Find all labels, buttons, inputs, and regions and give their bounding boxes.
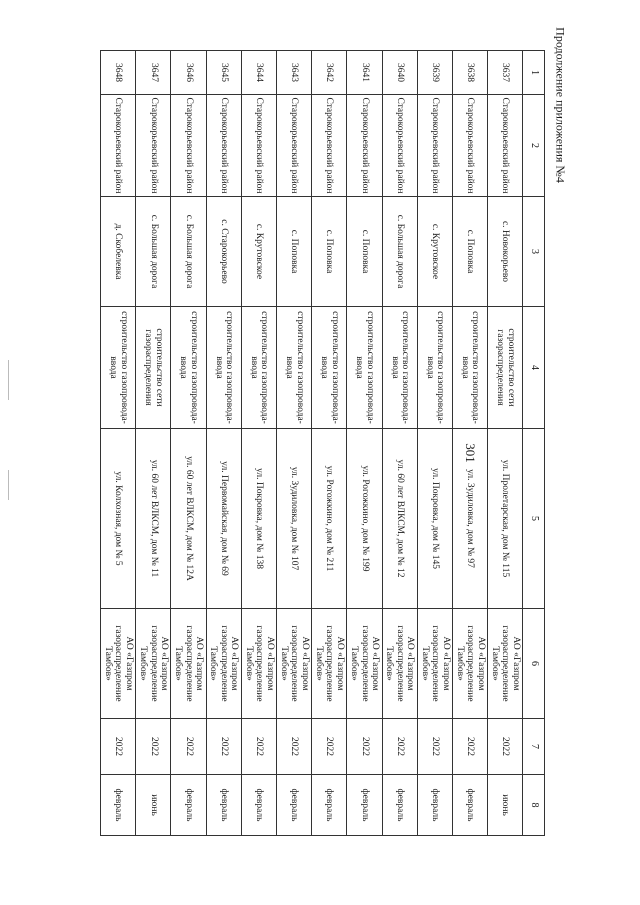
year-cell: 2022 — [488, 719, 523, 775]
header-cell: 7 — [523, 719, 545, 775]
settlement-cell: с. Большая дорога — [382, 197, 417, 307]
district-cell: Старокорьевский район — [171, 95, 206, 197]
table-subtitle: Продолжение приложения №4 — [553, 27, 568, 183]
district-cell: Старокорьевский район — [452, 95, 487, 197]
row-number-cell: 3638 — [452, 51, 487, 95]
table-row — [488, 51, 523, 836]
organization-cell: АО «Газпром газораспределение Тамбов» — [206, 609, 241, 719]
organization-cell: АО «Газпром газораспределение Тамбов» — [382, 609, 417, 719]
work-type-cell: строительство сети газораспределения — [488, 307, 523, 429]
work-type-cell: строительство газопровода-ввода — [347, 307, 382, 429]
organization-cell: АО «Газпром газораспределение Тамбов» — [488, 609, 523, 719]
month-cell: февраль — [171, 775, 206, 836]
address-cell: ул. Рогожкино, дом № 211 — [312, 429, 347, 609]
table-row — [276, 51, 311, 836]
settlement-cell: с. Старокорьево — [206, 197, 241, 307]
scan-mark — [8, 360, 9, 400]
organization-cell: АО «Газпром газораспределение Тамбов» — [312, 609, 347, 719]
district-cell: Старокорьевский район — [488, 95, 523, 197]
row-number-cell: 3645 — [206, 51, 241, 95]
district-cell: Старокорьевский район — [312, 95, 347, 197]
settlement-cell: с. Поповка — [347, 197, 382, 307]
address-cell: ул. Колхозная, дом № 5 — [101, 429, 136, 609]
district-cell: Старокорьевский район — [206, 95, 241, 197]
district-cell: Старокорьевский район — [276, 95, 311, 197]
row-number-cell: 3637 — [488, 51, 523, 95]
header-cell: 4 — [523, 307, 545, 429]
settlement-cell: с. Поповка — [276, 197, 311, 307]
month-cell: февраль — [241, 775, 276, 836]
work-type-cell: строительство газопровода-ввода — [276, 307, 311, 429]
row-number-cell: 3646 — [171, 51, 206, 95]
header-cell: 5 — [523, 429, 545, 609]
work-type-cell: строительство газопровода-ввода — [417, 307, 452, 429]
header-cell: 3 — [523, 197, 545, 307]
table-header-row — [523, 51, 545, 836]
settlement-cell: с. Большая дорога — [136, 197, 171, 307]
address-cell: ул. 60 лет ВЛКСМ, дом № 12 — [382, 429, 417, 609]
table-row — [452, 51, 487, 836]
month-cell: июнь — [136, 775, 171, 836]
row-number-cell: 3647 — [136, 51, 171, 95]
work-type-cell: строительство газопровода-ввода — [452, 307, 487, 429]
settlement-cell: с. Поповка — [452, 197, 487, 307]
district-cell: Старокорьевский район — [241, 95, 276, 197]
row-number-cell: 3643 — [276, 51, 311, 95]
year-cell: 2022 — [312, 719, 347, 775]
work-type-cell: строительство газопровода-ввода — [382, 307, 417, 429]
month-cell: февраль — [417, 775, 452, 836]
address-cell: ул. 60 лет ВЛКСМ, дом № 12А — [171, 429, 206, 609]
year-cell: 2022 — [347, 719, 382, 775]
month-cell: февраль — [276, 775, 311, 836]
scan-mark — [8, 470, 9, 500]
header-cell: 2 — [523, 95, 545, 197]
year-cell: 2022 — [136, 719, 171, 775]
row-number-cell: 3648 — [101, 51, 136, 95]
year-cell: 2022 — [206, 719, 241, 775]
year-cell: 2022 — [382, 719, 417, 775]
row-number-cell: 3644 — [241, 51, 276, 95]
address-cell: ул. Покровка, дом № 145 — [417, 429, 452, 609]
year-cell: 2022 — [452, 719, 487, 775]
month-cell: июнь — [488, 775, 523, 836]
year-cell: 2022 — [276, 719, 311, 775]
address-cell: ул. Зудиловка, дом № 107 — [276, 429, 311, 609]
page-number: 301 — [463, 443, 478, 463]
year-cell: 2022 — [417, 719, 452, 775]
table-row — [206, 51, 241, 836]
settlement-cell: с. Новокорьево — [488, 197, 523, 307]
district-cell: Старокорьевский район — [136, 95, 171, 197]
header-cell: 1 — [523, 51, 545, 95]
organization-cell: АО «Газпром газораспределение Тамбов» — [241, 609, 276, 719]
address-cell: ул. Первомайская, дом № 69 — [206, 429, 241, 609]
table-row — [312, 51, 347, 836]
year-cell: 2022 — [171, 719, 206, 775]
table-row — [241, 51, 276, 836]
address-cell: ул. Зудиловка, дом № 97 — [452, 429, 487, 609]
address-cell: ул. Покровка, дом № 138 — [241, 429, 276, 609]
district-cell: Старокорьевский район — [347, 95, 382, 197]
address-cell: ул. 60 лет ВЛКСМ, дом № 11 — [136, 429, 171, 609]
organization-cell: АО «Газпром газораспределение Тамбов» — [101, 609, 136, 719]
address-cell: ул. Рогожкино, дом № 199 — [347, 429, 382, 609]
settlement-cell: с. Поповка — [312, 197, 347, 307]
organization-cell: АО «Газпром газораспределение Тамбов» — [136, 609, 171, 719]
district-cell: Старокорьевский район — [382, 95, 417, 197]
work-type-cell: строительство газопровода-ввода — [206, 307, 241, 429]
organization-cell: АО «Газпром газораспределение Тамбов» — [276, 609, 311, 719]
table-row — [101, 51, 136, 836]
month-cell: февраль — [206, 775, 241, 836]
row-number-cell: 3641 — [347, 51, 382, 95]
table-row — [382, 51, 417, 836]
work-type-cell: строительство сети газораспределения — [136, 307, 171, 429]
settlement-cell: с. Большая дорога — [171, 197, 206, 307]
year-cell: 2022 — [101, 719, 136, 775]
address-cell: ул. Пролетарская, дом № 115 — [488, 429, 523, 609]
month-cell: февраль — [452, 775, 487, 836]
settlement-cell: с. Крутовское — [241, 197, 276, 307]
header-cell: 6 — [523, 609, 545, 719]
month-cell: февраль — [101, 775, 136, 836]
row-number-cell: 3642 — [312, 51, 347, 95]
organization-cell: АО «Газпром газораспределение Тамбов» — [452, 609, 487, 719]
work-type-cell: строительство газопровода-ввода — [171, 307, 206, 429]
table-body — [101, 51, 545, 836]
header-cell: 8 — [523, 775, 545, 836]
row-number-cell: 3640 — [382, 51, 417, 95]
district-cell: Старокорьевский район — [417, 95, 452, 197]
work-type-cell: строительство газопровода-ввода — [241, 307, 276, 429]
row-number-cell: 3639 — [417, 51, 452, 95]
table-row — [136, 51, 171, 836]
table-row — [171, 51, 206, 836]
month-cell: февраль — [347, 775, 382, 836]
table-row — [347, 51, 382, 836]
organization-cell: АО «Газпром газораспределение Тамбов» — [417, 609, 452, 719]
table-row — [417, 51, 452, 836]
data-table — [100, 50, 545, 836]
rotated-table-container — [100, 50, 545, 835]
settlement-cell: с. Крутовское — [417, 197, 452, 307]
month-cell: февраль — [312, 775, 347, 836]
work-type-cell: строительство газопровода-ввода — [101, 307, 136, 429]
district-cell: Старокорьевский район — [101, 95, 136, 197]
work-type-cell: строительство газопровода-ввода — [312, 307, 347, 429]
organization-cell: АО «Газпром газораспределение Тамбов» — [171, 609, 206, 719]
year-cell: 2022 — [241, 719, 276, 775]
month-cell: февраль — [382, 775, 417, 836]
settlement-cell: д. Скобелевка — [101, 197, 136, 307]
organization-cell: АО «Газпром газораспределение Тамбов» — [347, 609, 382, 719]
